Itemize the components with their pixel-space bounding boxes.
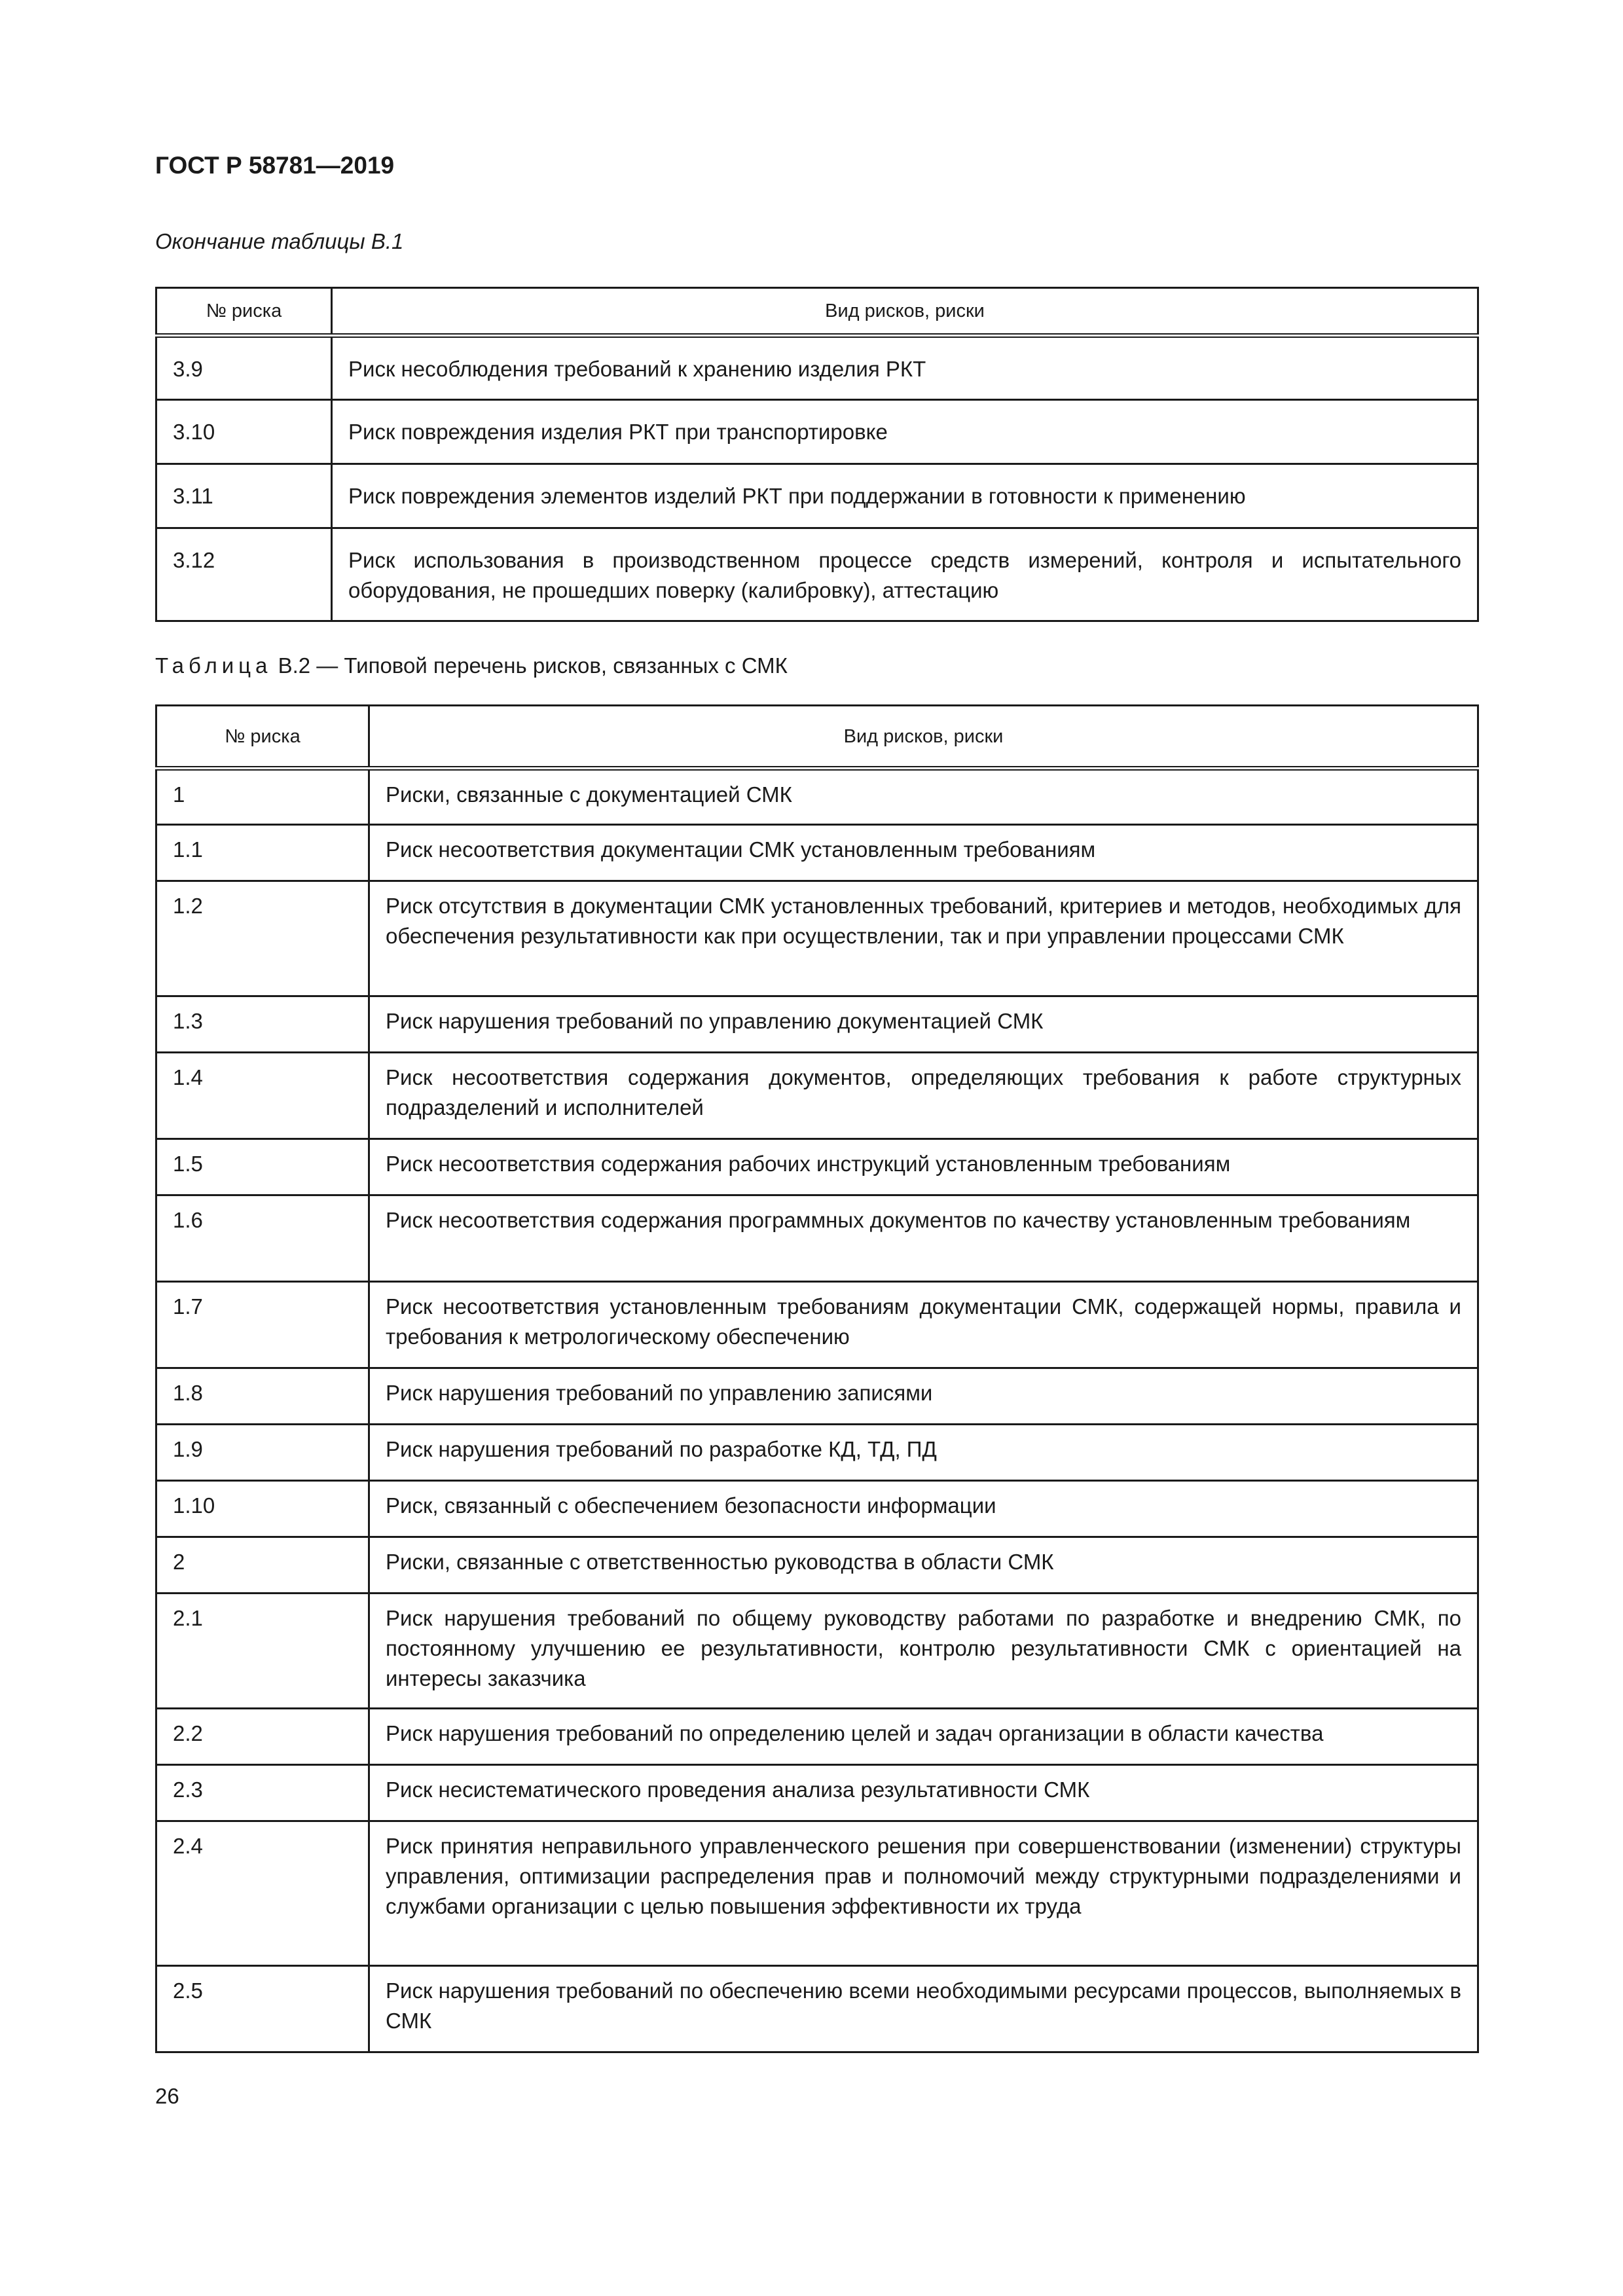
table-row bbox=[156, 1709, 1478, 1765]
risk-number: 1.3 bbox=[156, 996, 369, 1053]
risk-description: Риск повреждения изделия РКТ при транспортировке bbox=[332, 400, 1478, 464]
table-header-row bbox=[156, 706, 1478, 769]
page-number: 26 bbox=[155, 2084, 179, 2108]
risk-description: Риск нарушения требований по обеспечению всеми необходимыми ресурсами процессов, выполняемых в СМК bbox=[369, 1966, 1478, 2052]
table-b2-caption-title: В.2 — Типовой перечень рисков, связанных с СМК bbox=[278, 653, 788, 678]
risk-number: 1.8 bbox=[156, 1368, 369, 1425]
risk-description: Риски, связанные с документацией СМК bbox=[369, 769, 1478, 825]
risk-description: Риск нарушения требований по управлению записями bbox=[369, 1368, 1478, 1425]
table-row bbox=[156, 1966, 1478, 2052]
risk-number: 1.7 bbox=[156, 1282, 369, 1368]
risk-description: Риск несоответствия содержания рабочих инструкций установленным требованиям bbox=[369, 1139, 1478, 1195]
risk-number: 3.10 bbox=[156, 400, 332, 464]
risk-description: Риск нарушения требований по общему руководству работами по разработке и внедрению СМК, по постоянному улучшению ее результативности, контролю результативности СМК с ориентацией на интересы заказчика bbox=[369, 1594, 1478, 1709]
table-b1 bbox=[155, 287, 1479, 622]
risk-number: 1.6 bbox=[156, 1195, 369, 1282]
table-row bbox=[156, 1537, 1478, 1594]
table-row bbox=[156, 1368, 1478, 1425]
risk-description: Риск несоответствия установленным требованиям документации СМК, содержащей нормы, правила и требования к метрологическому обеспечению bbox=[369, 1282, 1478, 1368]
risk-number: 1.1 bbox=[156, 825, 369, 881]
risk-number: 3.12 bbox=[156, 528, 332, 621]
risk-description: Риск несоблюдения требований к хранению изделия РКТ bbox=[332, 336, 1478, 400]
column-header-number: № риска bbox=[156, 706, 369, 769]
table-row bbox=[156, 1195, 1478, 1282]
column-header-risk-type: Вид рисков, риски bbox=[332, 288, 1478, 336]
table-b2-caption bbox=[155, 653, 788, 678]
risk-description: Риски, связанные с ответственностью руководства в области СМК bbox=[369, 1537, 1478, 1594]
risk-description: Риск принятия неправильного управленческого решения при совершенствовании (изменении) структуры управления, оптимизации распределения прав и полномочий между структурными подразделениями и службами организации с целью повышения эффективности их труда bbox=[369, 1821, 1478, 1966]
table-b1-caption: Окончание таблицы В.1 bbox=[155, 229, 404, 253]
risk-description: Риск использования в производственном процессе средств измерений, контроля и испытательного оборудования, не прошедших поверку (калибровку), аттестацию bbox=[332, 528, 1478, 621]
risk-number: 3.11 bbox=[156, 464, 332, 528]
table-row bbox=[156, 1425, 1478, 1481]
table-row bbox=[156, 336, 1478, 400]
table-b2 bbox=[155, 704, 1479, 2053]
risk-description: Риск несоответствия документации СМК установленным требованиям bbox=[369, 825, 1478, 881]
risk-number: 3.9 bbox=[156, 336, 332, 400]
table-row bbox=[156, 1139, 1478, 1195]
column-header-risk-type: Вид рисков, риски bbox=[369, 706, 1478, 769]
table-row bbox=[156, 825, 1478, 881]
risk-description: Риск несоответствия содержания программных документов по качеству установленным требованиям bbox=[369, 1195, 1478, 1282]
risk-number: 2.4 bbox=[156, 1821, 369, 1966]
risk-number: 1.10 bbox=[156, 1481, 369, 1537]
risk-number: 1.9 bbox=[156, 1425, 369, 1481]
table-row bbox=[156, 464, 1478, 528]
risk-description: Риск повреждения элементов изделий РКТ при поддержании в готовности к применению bbox=[332, 464, 1478, 528]
risk-description: Риск нарушения требований по управлению документацией СМК bbox=[369, 996, 1478, 1053]
risk-number: 1 bbox=[156, 769, 369, 825]
table-b2-caption-label: Таблица bbox=[155, 653, 272, 678]
table-row bbox=[156, 769, 1478, 825]
table-row bbox=[156, 1481, 1478, 1537]
risk-number: 1.5 bbox=[156, 1139, 369, 1195]
table-header-row bbox=[156, 288, 1478, 336]
risk-number: 2 bbox=[156, 1537, 369, 1594]
table-row bbox=[156, 881, 1478, 996]
table-row bbox=[156, 1282, 1478, 1368]
table-row bbox=[156, 1594, 1478, 1709]
risk-description: Риск, связанный с обеспечением безопасности информации bbox=[369, 1481, 1478, 1537]
table-row bbox=[156, 400, 1478, 464]
table-row bbox=[156, 1765, 1478, 1821]
risk-number: 2.3 bbox=[156, 1765, 369, 1821]
risk-number: 1.2 bbox=[156, 881, 369, 996]
table-row bbox=[156, 996, 1478, 1053]
table-row bbox=[156, 1821, 1478, 1966]
document-header: ГОСТ Р 58781—2019 bbox=[155, 152, 395, 179]
risk-number: 2.2 bbox=[156, 1709, 369, 1765]
risk-number: 2.5 bbox=[156, 1966, 369, 2052]
table-row bbox=[156, 1053, 1478, 1139]
table-row bbox=[156, 528, 1478, 621]
risk-description: Риск несистематического проведения анализа результативности СМК bbox=[369, 1765, 1478, 1821]
risk-description: Риск нарушения требований по определению целей и задач организации в области качества bbox=[369, 1709, 1478, 1765]
risk-description: Риск отсутствия в документации СМК установленных требований, критериев и методов, необходимых для обеспечения результативности как при осуществлении, так и при управлении процессами СМК bbox=[369, 881, 1478, 996]
risk-number: 1.4 bbox=[156, 1053, 369, 1139]
risk-description: Риск нарушения требований по разработке КД, ТД, ПД bbox=[369, 1425, 1478, 1481]
risk-number: 2.1 bbox=[156, 1594, 369, 1709]
column-header-number: № риска bbox=[156, 288, 332, 336]
risk-description: Риск несоответствия содержания документов, определяющих требования к работе структурных подразделений и исполнителей bbox=[369, 1053, 1478, 1139]
